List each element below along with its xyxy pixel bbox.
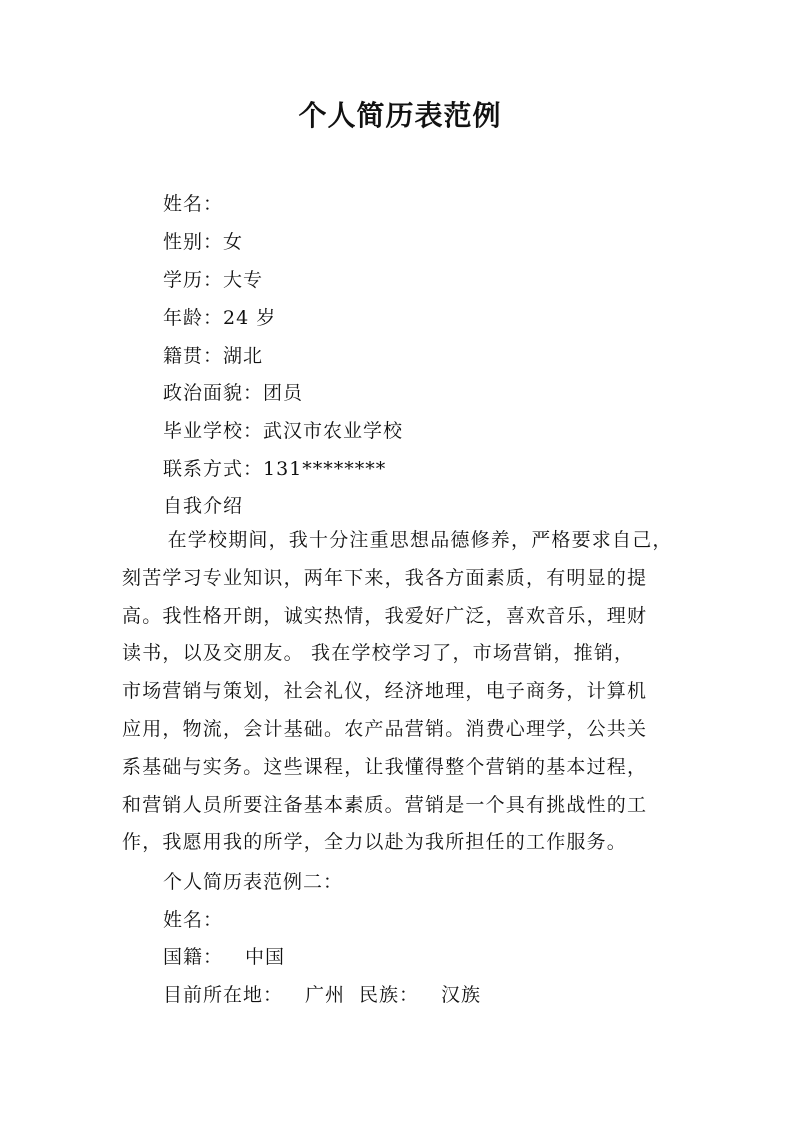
field-value: 中国: [245, 946, 286, 968]
field-label: 姓名：: [163, 193, 224, 215]
field-label: 毕业学校：: [163, 420, 264, 442]
field-political-status: [163, 379, 303, 407]
intro-line: 应用，物流，会计基础。农产品营销。消费心理学，公共关: [122, 717, 648, 740]
intro-line: 读书，以及交朋友。 我在学校学习了，市场营销，推销，: [122, 642, 635, 665]
page-title: 个人简历表范例: [298, 99, 502, 132]
field-value: 大专: [223, 269, 264, 291]
field-education: [163, 266, 263, 294]
example2-heading: 个人简历表范例二：: [163, 871, 344, 893]
field-hometown: [163, 342, 263, 370]
field-value: 团员: [263, 382, 304, 404]
field-label: 性别：: [163, 231, 224, 253]
field-value: 武汉市农业学校: [263, 420, 404, 442]
intro-line: 和营销人员所要注备基本素质。营销是一个具有挑战性的工: [122, 793, 648, 816]
intro-line: [122, 522, 702, 560]
field-label: 姓名：: [163, 909, 224, 931]
field-value: 湖北: [223, 345, 264, 367]
field-value: 24 岁: [223, 307, 277, 329]
intro-paragraph: [122, 522, 702, 862]
field-label: 目前所在地：: [163, 984, 284, 1006]
field-label: 民族：: [359, 984, 420, 1006]
intro-line: 作，我愿用我的所学，全力以赴为我所担任的工作服务。: [122, 831, 628, 854]
field-label: 国籍：: [163, 946, 224, 968]
field-value: 女: [223, 231, 244, 253]
field-value: 131********: [263, 458, 387, 480]
intro-line: 高。我性格开朗，诚实热情，我爱好广泛，喜欢音乐，理财: [122, 604, 648, 627]
field-value: 广州: [305, 984, 346, 1006]
field-age: [163, 304, 276, 332]
field-gender: [163, 228, 243, 256]
field-label: 学历：: [163, 269, 224, 291]
field-value: 汉族: [441, 984, 482, 1006]
intro-line: 系基础与实务。这些课程，让我懂得整个营销的基本过程，: [122, 755, 648, 778]
field-contact: [163, 455, 386, 483]
intro-line-text: 在学校期间，我十分注重思想品德修养，严格要求自己，: [167, 529, 673, 551]
intro-heading: 自我介绍: [163, 495, 244, 517]
intro-line: 刻苦学习专业知识，两年下来，我各方面素质，有明显的提: [122, 566, 648, 589]
field-label: 政治面貌：: [163, 382, 264, 404]
field-label: 联系方式：: [163, 458, 264, 480]
field-label: 籍贯：: [163, 345, 224, 367]
field-name: [163, 190, 223, 218]
intro-line: 市场营销与策划，社会礼仪，经济地理，电子商务，计算机: [122, 680, 648, 703]
example2-field-nationality: [163, 943, 285, 971]
field-school: [163, 417, 403, 445]
example2-field-name: [163, 906, 223, 934]
example2-field-location: [163, 981, 481, 1009]
field-label: 年龄：: [163, 307, 224, 329]
